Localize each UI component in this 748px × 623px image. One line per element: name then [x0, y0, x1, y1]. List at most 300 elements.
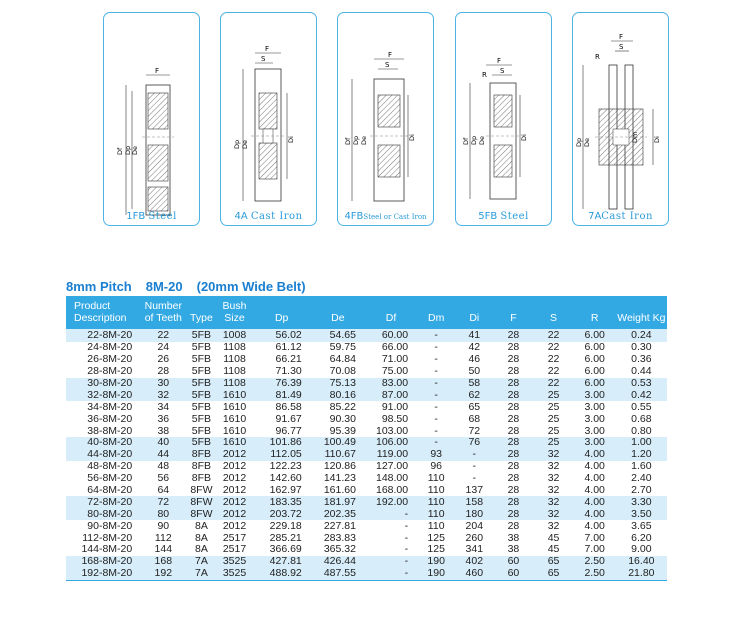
table-cell: 0.30 — [631, 341, 652, 354]
table-cell: - — [434, 341, 438, 354]
table-row — [66, 354, 667, 366]
table-cell: 28 — [507, 484, 520, 497]
table-cell: - — [417, 437, 455, 449]
svg-text:S: S — [619, 43, 624, 51]
table-cell: 38-8M-20 — [87, 424, 133, 437]
svg-text:Dp: Dp — [233, 139, 241, 149]
table-cell: 148.00 — [375, 472, 409, 485]
table-cell: 70.08 — [329, 365, 356, 378]
table-cell: 66.00 — [381, 341, 409, 354]
table-cell: 460 — [455, 568, 493, 580]
table-cell: 16.40 — [616, 556, 667, 568]
table-cell: 38 — [507, 543, 520, 556]
table-cell: 4.00 — [584, 460, 605, 473]
table-cell: 25 — [547, 412, 560, 425]
table-cell: 6.00 — [574, 378, 616, 390]
table-cell: 28 — [493, 449, 533, 461]
table-cell: 1.20 — [616, 449, 667, 461]
table-cell: 0.53 — [616, 378, 667, 390]
table-cell: 7A — [186, 568, 216, 580]
table-cell: 5FB — [186, 437, 216, 449]
table-cell: 3.00 — [584, 424, 605, 437]
table-cell: 127.00 — [375, 460, 409, 473]
table-cell: 50 — [468, 365, 481, 378]
svg-text:Di: Di — [287, 136, 295, 143]
table-cell: 68 — [468, 412, 481, 425]
table-cell: 203.72 — [253, 508, 311, 520]
svg-text:Di: Di — [653, 136, 661, 143]
table-cell: 32 — [547, 484, 560, 497]
svg-text:Dm: Dm — [631, 131, 639, 143]
table-cell: 65 — [468, 400, 481, 413]
table-cell: 28 — [507, 472, 520, 485]
table-cell: 85.22 — [329, 400, 356, 413]
pulley-5fb-drawing — [456, 13, 553, 227]
svg-text:F: F — [265, 45, 270, 53]
table-cell: 7.00 — [584, 531, 605, 544]
table-cell: 0.80 — [631, 424, 652, 437]
table-cell: 22 — [533, 378, 573, 390]
table-cell: 75.00 — [381, 365, 409, 378]
svg-text:F: F — [497, 57, 502, 65]
table-cell: 5FB — [186, 389, 216, 401]
table-cell: 28 — [493, 389, 533, 401]
table-cell: 25 — [533, 437, 573, 449]
col-header: Number of Teeth — [140, 296, 186, 329]
table-cell: 40 — [140, 437, 186, 449]
table-cell: 28 — [507, 400, 520, 413]
table-cell: - — [472, 460, 477, 473]
table-cell: 402 — [455, 556, 493, 568]
table-cell: 62 — [455, 389, 493, 401]
col-header: Weight Kg — [616, 296, 667, 329]
table-cell: 0.68 — [631, 412, 652, 425]
table-cell: 112.05 — [253, 449, 311, 461]
table-cell: 28 — [507, 412, 520, 425]
table-cell: 260 — [465, 531, 484, 544]
table-cell: 119.00 — [365, 449, 417, 461]
table-row — [66, 378, 667, 390]
table-cell: 34 — [157, 400, 170, 413]
svg-text:Di: Di — [520, 134, 528, 141]
table-cell: 2.40 — [631, 472, 652, 485]
table-row — [66, 413, 667, 425]
table-cell: 227.81 — [323, 519, 356, 532]
table-cell: 4.00 — [574, 496, 616, 508]
table-cell: 142.60 — [269, 472, 302, 485]
table-cell: 76.39 — [253, 378, 311, 390]
svg-text:Dp: Dp — [352, 135, 360, 145]
table-cell: 181.97 — [311, 496, 365, 508]
table-cell: 1.00 — [616, 437, 667, 449]
table-cell: 1610 — [222, 400, 247, 413]
table-cell: 2517 — [222, 531, 247, 544]
table-cell: 22 — [547, 353, 560, 366]
table-cell: 8A — [195, 531, 208, 544]
svg-text:De: De — [241, 139, 249, 149]
table-cell: 103.00 — [375, 424, 409, 437]
table-cell: 192 — [140, 568, 186, 580]
table-cell: 93 — [417, 449, 455, 461]
table-cell: 22 — [547, 341, 560, 354]
spec-table — [66, 296, 667, 581]
table-cell: 8FW — [186, 496, 216, 508]
table-title — [66, 279, 320, 294]
table-cell: 56-8M-20 — [87, 472, 133, 485]
table-row — [66, 508, 667, 520]
table-cell: 32-8M-20 — [66, 389, 140, 401]
table-cell: 4.00 — [584, 472, 605, 485]
table-cell: 22 — [140, 329, 186, 342]
svg-text:R: R — [482, 71, 487, 79]
table-cell: 3.00 — [584, 400, 605, 413]
table-cell: - — [472, 472, 477, 485]
table-cell: 2.70 — [631, 484, 652, 497]
table-cell: 6.00 — [584, 353, 605, 366]
table-cell: 2012 — [222, 484, 247, 497]
diagram-card-4a — [220, 12, 317, 226]
table-cell: 204 — [465, 519, 484, 532]
table-cell: 2012 — [216, 496, 252, 508]
table-cell: 3525 — [216, 556, 252, 568]
table-cell: 65 — [533, 568, 573, 580]
table-cell: 192.00 — [365, 496, 417, 508]
pulley-4fb-drawing — [338, 13, 435, 227]
table-cell: 86.58 — [275, 400, 302, 413]
diagram-card-1fb — [103, 12, 200, 226]
table-cell: 28 — [507, 424, 520, 437]
table-cell: 95.39 — [329, 424, 356, 437]
table-cell: 80-8M-20 — [66, 508, 140, 520]
col-header: F — [493, 296, 533, 329]
table-cell: 2012 — [216, 449, 252, 461]
table-row — [66, 544, 667, 556]
table-cell: 60 — [493, 568, 533, 580]
svg-text:De: De — [360, 135, 368, 145]
table-cell: 8FB — [191, 472, 212, 485]
table-cell: 341 — [465, 543, 484, 556]
table-row — [66, 425, 667, 437]
diagram-card-7a — [572, 12, 669, 226]
table-cell: 24 — [157, 341, 170, 354]
table-cell: 101.86 — [253, 437, 311, 449]
table-cell: 168.00 — [375, 484, 409, 497]
table-cell: 8FB — [191, 460, 212, 473]
table-cell: 72-8M-20 — [66, 496, 140, 508]
table-row — [66, 473, 667, 485]
table-cell: 6.00 — [584, 365, 605, 378]
table-row — [66, 496, 667, 508]
table-cell: 96 — [430, 460, 443, 473]
table-cell: 28 — [493, 329, 533, 342]
table-cell: 2012 — [222, 472, 247, 485]
table-cell: 4.00 — [574, 508, 616, 520]
table-cell: 141.23 — [323, 472, 356, 485]
svg-text:R: R — [595, 53, 600, 61]
table-cell: 4.00 — [574, 449, 616, 461]
svg-text:De: De — [131, 145, 139, 155]
table-cell: - — [404, 519, 409, 532]
table-cell: 3.65 — [631, 519, 652, 532]
table-cell: 1108 — [216, 378, 252, 390]
col-header: Product Description — [66, 296, 140, 329]
svg-text:Df: Df — [462, 137, 470, 145]
svg-text:F: F — [388, 51, 393, 59]
svg-text:S: S — [261, 55, 266, 63]
table-cell: 427.81 — [253, 556, 311, 568]
table-row — [66, 437, 667, 449]
table-cell: 110 — [427, 484, 445, 497]
table-cell: 488.92 — [253, 568, 311, 580]
table-cell: - — [417, 378, 455, 390]
table-cell: 60.00 — [365, 329, 417, 342]
table-row — [66, 449, 667, 461]
table-cell: 283.83 — [323, 531, 356, 544]
svg-text:Df: Df — [116, 147, 124, 155]
svg-text:Df: Df — [344, 137, 352, 145]
col-header: Type — [186, 296, 216, 329]
table-cell: 5FB — [191, 365, 212, 378]
table-cell: 60 — [493, 556, 533, 568]
svg-text:F: F — [155, 67, 160, 75]
table-row — [66, 520, 667, 532]
table-cell: 48 — [157, 460, 170, 473]
svg-text:Dp: Dp — [575, 137, 583, 147]
table-cell: 64 — [157, 484, 170, 497]
table-cell: 144-8M-20 — [81, 543, 133, 556]
table-cell: 32 — [547, 519, 560, 532]
table-cell: 3.00 — [574, 389, 616, 401]
pulley-4a-drawing — [221, 13, 318, 227]
table-cell: 5FB — [191, 353, 212, 366]
table-cell: 66.21 — [275, 353, 302, 366]
table-cell: 32 — [533, 508, 573, 520]
table-cell: 161.60 — [323, 484, 356, 497]
table-cell: 0.24 — [616, 329, 667, 342]
table-row — [66, 532, 667, 544]
table-row — [66, 461, 667, 473]
table-cell: 32 — [547, 472, 560, 485]
table-cell: 202.35 — [311, 508, 365, 520]
table-cell: 41 — [455, 329, 493, 342]
table-cell: 125 — [427, 543, 445, 556]
table-cell: 8FW — [186, 508, 216, 520]
table-cell: 0.42 — [616, 389, 667, 401]
table-cell: 2.50 — [574, 556, 616, 568]
table-cell: 365.32 — [323, 543, 356, 556]
table-cell: 8A — [195, 519, 208, 532]
table-cell: 42 — [468, 341, 481, 354]
table-cell: 112-8M-20 — [82, 531, 133, 544]
table-cell: 8FW — [190, 484, 213, 497]
table-cell: 106.00 — [365, 437, 417, 449]
col-header: Bush Size — [216, 296, 252, 329]
svg-text:De: De — [583, 137, 591, 147]
table-cell: 26 — [157, 353, 170, 366]
table-cell: 3.00 — [584, 412, 605, 425]
table-cell: 72 — [140, 496, 186, 508]
table-cell: 8A — [195, 543, 208, 556]
table-cell: 6.00 — [584, 341, 605, 354]
table-cell: 190 — [417, 556, 455, 568]
table-row — [66, 485, 667, 497]
col-header: S — [533, 296, 573, 329]
table-cell: 28-8M-20 — [87, 365, 133, 378]
table-row — [66, 329, 667, 342]
table-cell: 32 — [533, 496, 573, 508]
table-cell: - — [417, 389, 455, 401]
table-cell: 110 — [417, 496, 455, 508]
table-cell: 2012 — [222, 519, 247, 532]
table-cell: - — [404, 543, 409, 556]
table-cell: 8FB — [186, 449, 216, 461]
table-cell: 25 — [547, 424, 560, 437]
title-pitch: 8mm Pitch — [66, 279, 132, 294]
table-cell: 3.30 — [616, 496, 667, 508]
table-cell: 28 — [157, 365, 170, 378]
table-cell: 36-8M-20 — [87, 412, 133, 425]
table-cell: 0.44 — [631, 365, 652, 378]
table-cell: 487.55 — [311, 568, 365, 580]
table-cell: 21.80 — [616, 568, 667, 580]
table-cell: 25 — [533, 389, 573, 401]
table-row — [66, 568, 667, 580]
table-cell: 5FB — [191, 424, 212, 437]
svg-text:S: S — [500, 67, 505, 75]
table-cell: 5FB — [186, 378, 216, 390]
table-cell: 76 — [455, 437, 493, 449]
table-cell: 125 — [427, 531, 445, 544]
table-cell: 100.49 — [311, 437, 365, 449]
table-cell: 46 — [468, 353, 481, 366]
diagram-label-4fb: 4FBSteel or Cast Iron — [344, 211, 427, 222]
table-cell: 3.00 — [574, 437, 616, 449]
table-cell: 71.00 — [381, 353, 409, 366]
col-header: R — [574, 296, 616, 329]
table-cell: 229.18 — [269, 519, 302, 532]
table-cell: - — [365, 508, 417, 520]
svg-text:Di: Di — [408, 134, 416, 141]
table-cell: - — [434, 412, 438, 425]
table-cell: 28 — [507, 519, 520, 532]
col-header: Di — [455, 296, 493, 329]
svg-text:Dp: Dp — [470, 135, 478, 145]
table-cell: 366.69 — [269, 543, 302, 556]
table-cell: 110 — [427, 472, 445, 485]
table-cell: - — [417, 329, 455, 342]
table-cell: 1008 — [216, 329, 252, 342]
col-header: Dm — [417, 296, 455, 329]
table-cell: 71.30 — [275, 365, 302, 378]
table-cell: 30-8M-20 — [66, 378, 140, 390]
table-cell: 28 — [493, 437, 533, 449]
table-cell: 44 — [140, 449, 186, 461]
table-cell: 1108 — [223, 341, 246, 354]
table-cell: - — [434, 365, 438, 378]
table-cell: - — [365, 556, 417, 568]
table-cell: 72 — [468, 424, 481, 437]
table-cell: 168 — [140, 556, 186, 568]
title-code: 8M-20 — [145, 279, 183, 294]
table-cell: 5FB — [191, 400, 212, 413]
svg-text:De: De — [478, 135, 486, 145]
diagram-label-4a: 4A Cast Iron — [234, 211, 303, 222]
table-cell: 28 — [493, 496, 533, 508]
table-row — [66, 401, 667, 413]
table-cell: - — [365, 568, 417, 580]
table-cell: - — [434, 424, 438, 437]
table-cell: 1610 — [222, 424, 247, 437]
table-cell: 2012 — [216, 508, 252, 520]
table-cell: 24-8M-20 — [87, 341, 133, 354]
table-cell: 91.67 — [275, 412, 302, 425]
table-cell: 285.21 — [269, 531, 302, 544]
table-cell: 28 — [507, 460, 520, 473]
table-cell: 6.20 — [631, 531, 652, 544]
table-cell: 28 — [493, 378, 533, 390]
table-cell: 1.60 — [631, 460, 652, 473]
table-cell: 22-8M-20 — [66, 329, 140, 342]
table-cell: 6.00 — [574, 329, 616, 342]
table-row — [66, 556, 667, 568]
table-cell: 30 — [140, 378, 186, 390]
table-cell: 40-8M-20 — [66, 437, 140, 449]
table-cell: 2012 — [222, 460, 247, 473]
table-cell: 32 — [140, 389, 186, 401]
table-row — [66, 342, 667, 354]
table-cell: 81.49 — [253, 389, 311, 401]
table-cell: 28 — [493, 508, 533, 520]
col-header: Dp — [253, 296, 311, 329]
col-header: Df — [365, 296, 417, 329]
svg-text:Dp: Dp — [124, 145, 132, 155]
table-cell: 61.12 — [275, 341, 302, 354]
table-cell: 56 — [157, 472, 170, 485]
diagram-label-7a: 7ACast Iron — [588, 211, 653, 222]
table-cell: 5FB — [191, 412, 212, 425]
table-cell: 190 — [417, 568, 455, 580]
table-cell: 2.50 — [574, 568, 616, 580]
table-cell: 28 — [507, 341, 520, 354]
table-cell: 28 — [507, 353, 520, 366]
table-cell: 1610 — [216, 389, 252, 401]
table-cell: 38 — [507, 531, 520, 544]
table-cell: 98.50 — [381, 412, 409, 425]
table-cell: 122.23 — [269, 460, 302, 473]
table-cell: 80 — [140, 508, 186, 520]
table-cell: 58 — [455, 378, 493, 390]
table-cell: 137 — [465, 484, 484, 497]
table-cell: 9.00 — [631, 543, 652, 556]
table-cell: 22 — [533, 329, 573, 342]
table-cell: 110.67 — [311, 449, 365, 461]
table-cell: 0.55 — [631, 400, 652, 413]
table-cell: 144 — [154, 543, 173, 556]
col-header: De — [311, 296, 365, 329]
table-cell: 56.02 — [253, 329, 311, 342]
table-cell: 59.75 — [329, 341, 356, 354]
table-cell: - — [455, 449, 493, 461]
svg-text:F: F — [619, 33, 624, 41]
table-cell: 120.86 — [323, 460, 356, 473]
table-cell: 4.00 — [584, 484, 605, 497]
table-cell: 3.50 — [616, 508, 667, 520]
table-cell: 25 — [547, 400, 560, 413]
table-cell: 36 — [157, 412, 170, 425]
table-cell: 162.97 — [269, 484, 302, 497]
table-cell: 112 — [154, 531, 172, 544]
table-cell: 90-8M-20 — [87, 519, 133, 532]
